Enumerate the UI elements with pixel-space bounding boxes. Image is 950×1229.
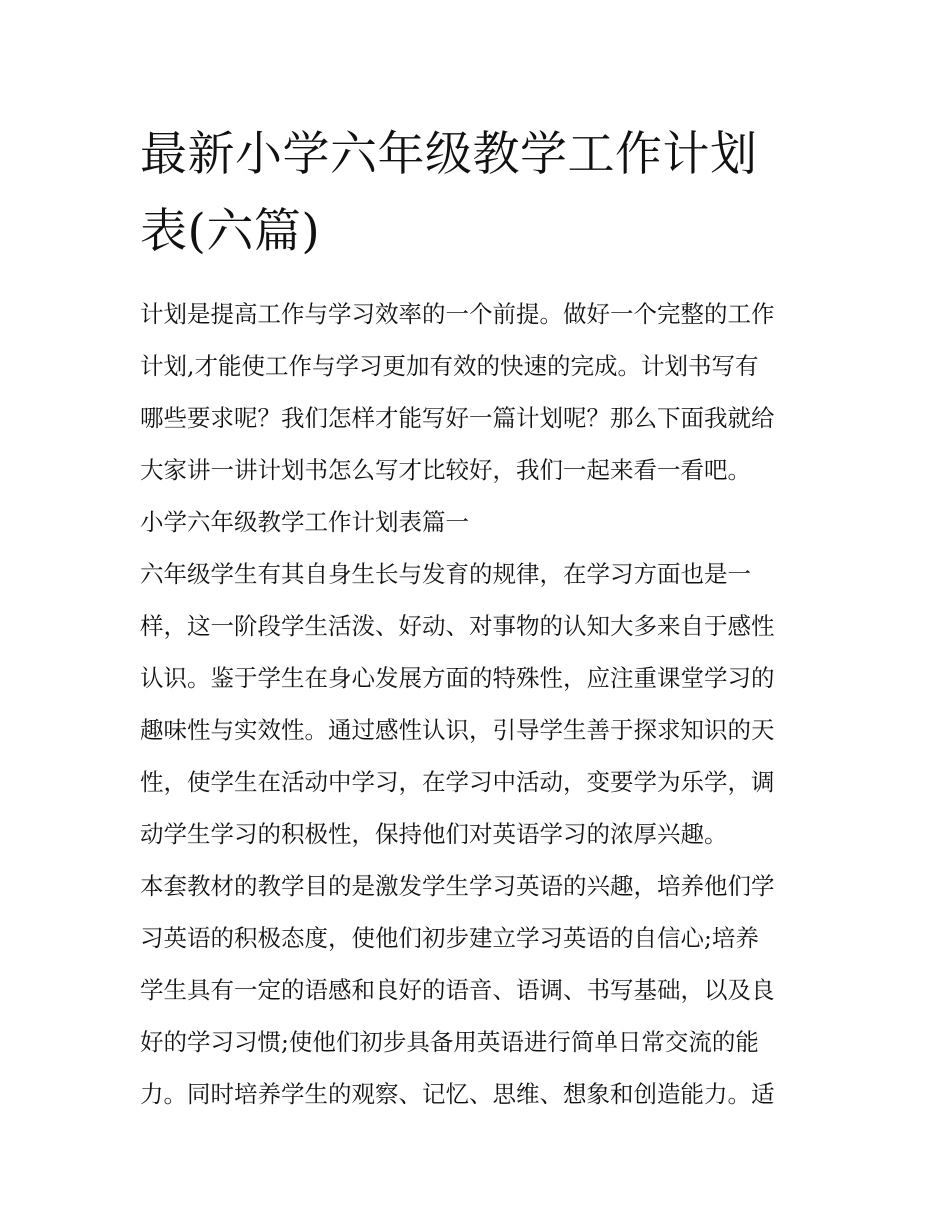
paragraph-line: 本套教材的教学目的是激发学生学习英语的兴趣，培养他们学: [140, 872, 775, 900]
paragraph-line: 认识。鉴于学生在身心发展方面的特殊性，应注重课堂学习的: [140, 664, 775, 692]
title-line: 最新小学六年级教学工作计划: [140, 127, 758, 182]
paragraph-line: 六年级学生有其自身生长与发育的规律，在学习方面也是一: [140, 560, 751, 588]
paragraph-line: 学生具有一定的语感和良好的语音、语调、书写基础，以及良: [140, 976, 775, 1004]
section-heading: 小学六年级教学工作计划表篇一: [140, 508, 469, 536]
title-line: 表(六篇): [140, 204, 321, 259]
document-content: [140, 116, 812, 1120]
paragraph-line: 动学生学习的积极性，保持他们对英语学习的浓厚兴趣。: [140, 820, 728, 848]
paragraph-line: 好的学习习惯;使他们初步具备用英语进行简单日常交流的能: [140, 1028, 759, 1056]
intro-line: 计划,才能使工作与学习更加有效的快速的完成。计划书写有: [140, 352, 759, 380]
paragraph-line: 性，使学生在活动中学习，在学习中活动，变要学为乐学，调: [140, 768, 775, 796]
document-body: [140, 288, 812, 1120]
intro-line: 哪些要求呢？我们怎样才能写好一篇计划呢？那么下面我就给: [140, 404, 775, 432]
intro-line: 计划是提高工作与学习效率的一个前提。做好一个完整的工作: [140, 300, 775, 328]
document-title: [140, 116, 812, 270]
paragraph-line: 趣味性与实效性。通过感性认识，引导学生善于探求知识的天: [140, 716, 775, 744]
paragraph-line: 样，这一阶段学生活泼、好动、对事物的认知大多来自于感性: [140, 612, 775, 640]
paragraph-line: 习英语的积极态度，使他们初步建立学习英语的自信心;培养: [140, 924, 759, 952]
intro-line: 大家讲一讲计划书怎么写才比较好，我们一起来看一看吧。: [140, 456, 751, 484]
paragraph-line: 力。同时培养学生的观察、记忆、思维、想象和创造能力。适: [140, 1080, 775, 1108]
